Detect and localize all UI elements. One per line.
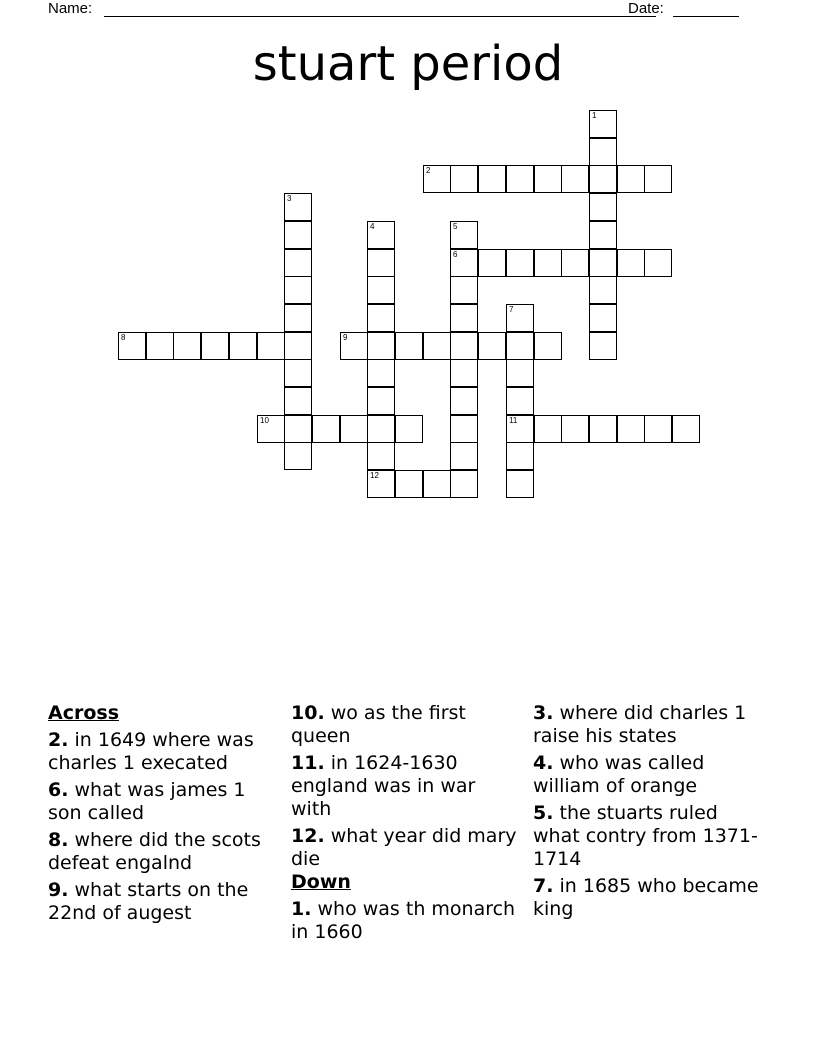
crossword-cell[interactable]: [589, 221, 617, 249]
crossword-grid: [0, 0, 816, 520]
crossword-cell[interactable]: [478, 249, 506, 277]
crossword-cell[interactable]: [506, 249, 534, 277]
crossword-cell[interactable]: [284, 387, 312, 415]
crossword-cell[interactable]: [450, 249, 478, 277]
crossword-cell[interactable]: [534, 165, 562, 193]
clue-down-7: 7. in 1685 who became king: [533, 875, 759, 920]
clue-number: 10: [260, 416, 269, 425]
crossword-cell[interactable]: [506, 470, 534, 498]
clue-across-11: 11. in 1624-1630 england was in war with: [291, 752, 476, 820]
crossword-cell[interactable]: [561, 165, 589, 193]
crossword-cell[interactable]: [257, 415, 285, 443]
crossword-cell[interactable]: [340, 332, 368, 360]
crossword-cell[interactable]: [617, 249, 645, 277]
crossword-cell[interactable]: [367, 470, 395, 498]
crossword-cell[interactable]: [506, 415, 534, 443]
crossword-cell[interactable]: [367, 359, 395, 387]
crossword-cell[interactable]: [423, 470, 451, 498]
clue-down-5: 5. the stuarts ruled what contry from 1371-1714: [533, 802, 758, 870]
crossword-cell[interactable]: [450, 470, 478, 498]
across-heading: Across: [48, 702, 120, 724]
crossword-cell[interactable]: [367, 304, 395, 332]
crossword-cell[interactable]: [146, 332, 174, 360]
crossword-cell[interactable]: [229, 332, 257, 360]
crossword-cell[interactable]: [340, 415, 368, 443]
crossword-cell[interactable]: [589, 138, 617, 166]
crossword-cell[interactable]: [589, 276, 617, 304]
crossword-cell[interactable]: [672, 415, 700, 443]
crossword-cell[interactable]: [644, 415, 672, 443]
crossword-cell[interactable]: [367, 276, 395, 304]
crossword-cell[interactable]: [395, 332, 423, 360]
crossword-cell[interactable]: [450, 276, 478, 304]
crossword-cell[interactable]: [450, 332, 478, 360]
clue-across-8: 8. where did the scots defeat engalnd: [48, 829, 261, 874]
crossword-cell[interactable]: [644, 165, 672, 193]
crossword-cell[interactable]: [450, 359, 478, 387]
clue-number: 5: [453, 222, 458, 231]
crossword-cell[interactable]: [478, 165, 506, 193]
clue-number: 3: [287, 194, 292, 203]
crossword-cell[interactable]: [534, 332, 562, 360]
crossword-cell[interactable]: [644, 249, 672, 277]
crossword-cell[interactable]: [450, 304, 478, 332]
clue-down-4: 4. who was called william of orange: [533, 752, 705, 797]
crossword-cell[interactable]: [367, 249, 395, 277]
crossword-cell[interactable]: [284, 442, 312, 470]
clue-down-3: 3. where did charles 1 raise his states: [533, 702, 747, 747]
crossword-cell[interactable]: [423, 332, 451, 360]
crossword-cell[interactable]: [506, 165, 534, 193]
crossword-cell[interactable]: [506, 304, 534, 332]
clue-down-1: 1. who was th monarch in 1660: [291, 898, 516, 943]
clue-across-12: 12. what year did mary die: [291, 825, 517, 870]
page-title: stuart period: [252, 36, 564, 92]
clue-number: 4: [370, 222, 375, 231]
crossword-cell[interactable]: [589, 304, 617, 332]
crossword-cell[interactable]: [506, 359, 534, 387]
crossword-cell[interactable]: [589, 415, 617, 443]
crossword-cell[interactable]: [506, 387, 534, 415]
crossword-cell[interactable]: [617, 415, 645, 443]
crossword-cell[interactable]: [450, 415, 478, 443]
crossword-cell[interactable]: [284, 276, 312, 304]
crossword-cell[interactable]: [450, 221, 478, 249]
crossword-cell[interactable]: [534, 415, 562, 443]
clue-across-9: 9. what starts on the 22nd of augest: [48, 879, 249, 924]
crossword-cell[interactable]: [534, 249, 562, 277]
crossword-cell[interactable]: [450, 442, 478, 470]
crossword-cell[interactable]: [284, 249, 312, 277]
clue-number: 9: [343, 333, 348, 342]
clue-number: 2: [426, 166, 431, 175]
crossword-cell[interactable]: [561, 249, 589, 277]
crossword-cell[interactable]: [118, 332, 146, 360]
crossword-cell[interactable]: [284, 415, 312, 443]
clue-number: 11: [509, 416, 518, 425]
crossword-cell[interactable]: [367, 387, 395, 415]
crossword-cell[interactable]: [589, 110, 617, 138]
crossword-cell[interactable]: [450, 165, 478, 193]
down-heading: Down: [291, 871, 351, 893]
clue-column-1: [48, 702, 276, 929]
crossword-cell[interactable]: [478, 332, 506, 360]
clue-number: 7: [509, 305, 514, 314]
crossword-cell[interactable]: [284, 359, 312, 387]
crossword-cell[interactable]: [173, 332, 201, 360]
crossword-cell[interactable]: [312, 415, 340, 443]
clue-number: 1: [592, 111, 597, 120]
crossword-cell[interactable]: [506, 332, 534, 360]
crossword-cell[interactable]: [589, 332, 617, 360]
name-label: Name:: [48, 0, 93, 17]
crossword-cell[interactable]: [450, 387, 478, 415]
crossword-cell[interactable]: [506, 442, 534, 470]
clue-across-6: 6. what was james 1 son called: [48, 779, 246, 824]
crossword-cell[interactable]: [395, 415, 423, 443]
crossword-cell[interactable]: [201, 332, 229, 360]
crossword-cell[interactable]: [284, 332, 312, 360]
date-label: Date:: [628, 0, 664, 17]
clue-number: 12: [370, 471, 379, 480]
crossword-cell[interactable]: [284, 193, 312, 221]
clue-column-3: [533, 702, 761, 925]
crossword-cell[interactable]: [367, 442, 395, 470]
clue-across-2: 2. in 1649 where was charles 1 execated: [48, 729, 254, 774]
clue-across-10: 10. wo as the first queen: [291, 702, 466, 747]
crossword-cell[interactable]: [284, 304, 312, 332]
crossword-cell[interactable]: [395, 470, 423, 498]
crossword-cell[interactable]: [617, 165, 645, 193]
crossword-cell[interactable]: [367, 332, 395, 360]
clue-number: 8: [121, 333, 126, 342]
crossword-cell[interactable]: [367, 415, 395, 443]
crossword-cell[interactable]: [284, 221, 312, 249]
crossword-cell[interactable]: [561, 415, 589, 443]
crossword-cell[interactable]: [589, 249, 617, 277]
crossword-cell[interactable]: [257, 332, 285, 360]
clue-column-2: [291, 702, 519, 948]
crossword-cell[interactable]: [589, 165, 617, 193]
crossword-cell[interactable]: [367, 221, 395, 249]
crossword-cell[interactable]: [423, 165, 451, 193]
clue-number: 6: [453, 250, 458, 259]
crossword-cell[interactable]: [589, 193, 617, 221]
